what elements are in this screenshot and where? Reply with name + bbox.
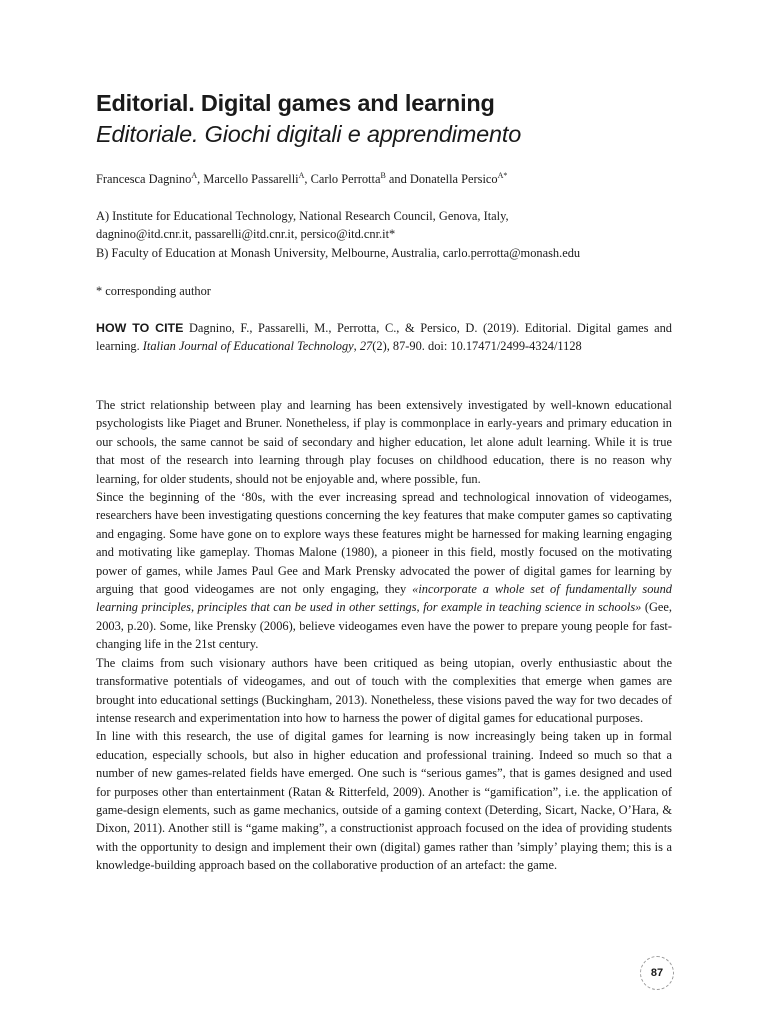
article-body	[96, 396, 672, 875]
corresponding-author-note: * corresponding author	[96, 284, 211, 298]
citation-text-end: (2), 87-90. doi: 10.17471/2499-4324/1128	[372, 339, 582, 354]
page-number: 87	[640, 956, 674, 990]
paragraph-2-start: Since the beginning of the ‘80s, with the ever increasing spread and technological innovation of videogames, researchers have been investigating questions concerning the key features that make computer games so captivating and engaging. Some have gone on to explore ways these features might be harnessed for making learning engaging and motivating like gameplay. Thomas Malone (1980), a pioneer in this field, mostly focused on the motivating power of games, while James Paul Gee and Mark Prensky advocated the power of digital games for learning by arguing that good videogames are not only engaging, they	[96, 490, 672, 597]
affiliation-a: A) Institute for Educational Technology, National Research Council, Genova, Italy,	[96, 209, 509, 223]
affiliation-b: B) Faculty of Education at Monash University, Melbourne, Australia, carlo.perrotta@monash.edu	[96, 245, 581, 260]
body-paragraph-3: The claims from such visionary authors have been critiqued as being utopian, overly enthusiastic about the transformative potentials of videogames, and out of touch with the complexities that emerge when games are brought into educational settings (Buckingham, 2013). Nonetheless, these visions paved the way for two decades of intense research and experimentation into how to harness the power of digital games for educational purposes.	[96, 655, 672, 725]
affiliations	[96, 207, 672, 262]
body-paragraph-4: In line with this research, the use of digital games for learning is now increasingly being taken up in formal education, especially schools, but also in higher education and professional training. Indeed so much so that a number of new games-related fields have emerged. One such is “serious games”, that is games designed and used for purposes other than entertainment (Ratan & Ritterfeld, 2009). Another is “gamification”, i.e. the application of game-design elements, such as game mechanics, outside of a gaming context (Deterding, Sicart, Nacke, O’Hara, & Dixon, 2011). Another still is “game making”, a constructionist approach focused on the idea of providing students with the opportunity to design and implement their own (digital) games rather than ’simply’ playing them; this is a knowledge-building approach based on the collaborative production of an artefact: the game.	[96, 729, 672, 873]
gee-quote: «incorporate a whole set of fundamentally sound learning principles, principles that can be used in other settings, for example in teaching science in schools»	[96, 582, 672, 615]
author-name: Carlo Perrotta	[310, 172, 381, 186]
affiliation-marker: A	[191, 170, 198, 180]
body-paragraph-2	[96, 488, 672, 654]
paragraph-2-end: (Gee, 2003, p.20). Some, like Prensky (2006), believe videogames even have the power to prepare young people for fast-changing life in the 21st century.	[96, 600, 672, 652]
author-name: Marcello Passarelli	[203, 172, 299, 186]
body-paragraph-1: The strict relationship between play and learning has been extensively investigated by well-known educational psychologists like Piaget and Bruner. Nonetheless, if play is commonplace in early-years and primary education in our schools, the same cannot be said of secondary and higher education, let alone adult learning. While it is true that most of the research into learning through play focuses on childhood education, there is no reason why learning, for older students, should not be enjoyable and, where possible, fun.	[96, 398, 672, 486]
how-to-cite-label: HOW TO CITE	[96, 321, 184, 335]
citation-text: Dagnino, F., Passarelli, M., Perrotta, C., & Persico, D. (2019). Editorial. Digital games and learning.	[96, 321, 672, 354]
author-list	[96, 170, 507, 188]
author-separator: ,	[304, 172, 311, 186]
title-italian: Editoriale. Giochi digitali e apprendimento	[96, 121, 522, 147]
journal-volume: 27	[359, 339, 373, 354]
author-separator: ,	[197, 172, 204, 186]
author-name: Donatella Persico	[409, 172, 498, 186]
title-english: Editorial. Digital games and learning	[96, 90, 495, 116]
journal-name: Italian Journal of Educational Technology	[142, 339, 354, 354]
how-to-cite	[96, 319, 672, 356]
author-separator: and	[385, 172, 410, 186]
affiliation-marker: A*	[497, 170, 508, 180]
affiliation-a-emails: dagnino@itd.cnr.it, passarelli@itd.cnr.it, persico@itd.cnr.it*	[96, 227, 396, 242]
author-name: Francesca Dagnino	[96, 172, 192, 186]
affiliation-marker: B	[380, 170, 386, 180]
affiliation-marker: A	[298, 170, 305, 180]
citation-separator: ,	[353, 339, 360, 354]
